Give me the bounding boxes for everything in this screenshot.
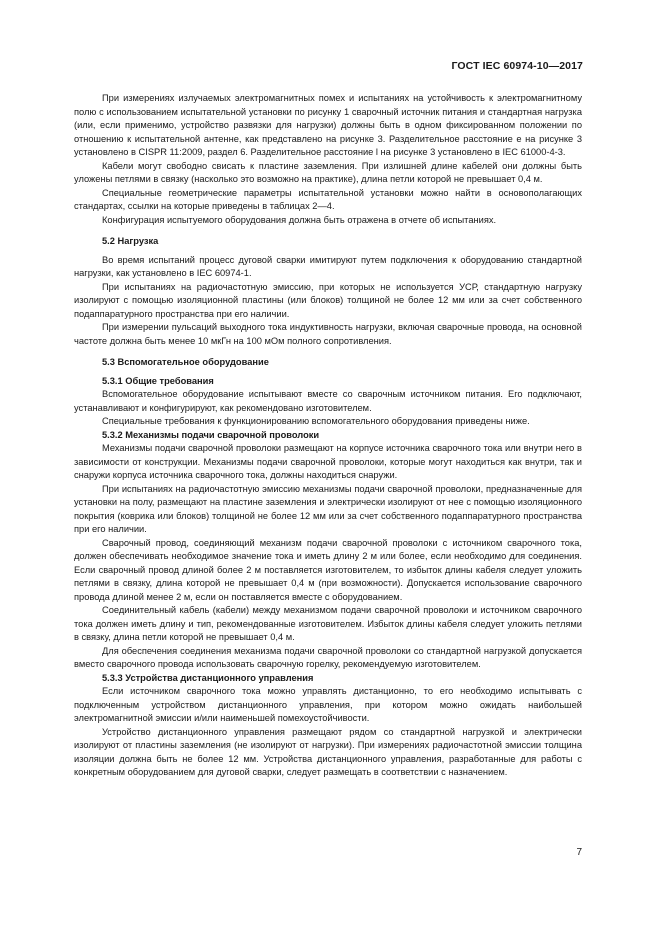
section-heading-5-3: 5.3 Вспомогательное оборудование xyxy=(102,357,269,367)
paragraph: Соединительный кабель (кабели) между механизмом подачи сварочной проволоки и источником сварочного тока должен иметь длину и тип, рекомендованные изготовителем. Избыток длины кабеля следует уложить петлями в связку, длина петли которой не превышает 0,4 м. xyxy=(74,605,582,642)
paragraph: Механизмы подачи сварочной проволоки размещают на корпусе источника сварочного тока или внутри него в зависимости от конструкции. Механизмы подачи сварочной проволоки, которые могут находиться как внутри, так и снаружи корпуса источника сварочного тока, должны находиться снаружи. xyxy=(74,443,582,480)
section-heading-5-3-3: 5.3.3 Устройства дистанционного управления xyxy=(102,672,314,683)
page-number: 7 xyxy=(576,847,582,858)
section-heading-5-3-2: 5.3.2 Механизмы подачи сварочной проволоки xyxy=(102,429,320,440)
paragraph: Устройство дистанционного управления размещают рядом со стандартной нагрузкой и электрически изолируют от пластины заземления (не изолируют от нагрузки). При измерениях радиочастотной эмиссии толщина изоляции должна быть не более 12 мм. Устройства дистанционного управления, разработанные для работы с конкретным оборудованием для дуговой сварки, следует размещать в соответствии с назначением. xyxy=(74,726,582,777)
paragraph: Сварочный провод, соединяющий механизм подачи сварочной проволоки с источником сварочного тока, должен обеспечивать необходимое значение тока и иметь длину 2 м или более, если необходимо для соединения. Если сварочный провод длиной более 2 м поставляется изготовителем, то избыток длины кабеля следует уложить петлями в связку, длина которой не превышает 0,4 м (при возможности). Допускается использование сварочного провода длиной менее 2 м, если он поставляется вместе с оборудованием. xyxy=(74,537,582,602)
paragraph: Во время испытаний процесс дуговой сварки имитируют путем подключения к оборудованию стандартной нагрузки, как установлено в IEC 60974-1. xyxy=(74,254,582,278)
document-body xyxy=(74,92,582,780)
paragraph: При испытаниях на радиочастотную эмиссию, при которых не используется УСР, стандартную нагрузку изолируют с помощью изоляционной пластины (или блоков) толщиной не более 12 мм или за счет собственного подаппаратурного пространства при его наличии. xyxy=(74,281,582,319)
paragraph: Если источником сварочного тока можно управлять дистанционно, то его необходимо испытывать с подключенным устройством дистанционного управления, при котором можно ожидать наибольшей электромагнитной эмиссии и/или наименьшей помехоустойчивости. xyxy=(74,686,582,723)
section-heading-5-2: 5.2 Нагрузка xyxy=(102,236,159,246)
paragraph: Для обеспечения соединения механизма подачи сварочной проволоки со стандартной нагрузкой допускается вместо сварочного провода использовать сварочную горелку, рекомендуемую изготовителем. xyxy=(74,645,582,669)
paragraph: При измерении пульсаций выходного тока индуктивность нагрузки, включая сварочные провода, на основной частоте должна быть менее 10 мкГн на 100 мОм полного сопротивления. xyxy=(74,322,582,346)
paragraph: Специальные требования к функционированию вспомогательного оборудования приведены ниже. xyxy=(102,416,530,426)
paragraph: При испытаниях на радиочастотную эмиссию механизмы подачи сварочной проволоки, предназначенные для установки на полу, размещают на пластине заземления и электрически изолируют от нее с помощью изоляционного покрытия (коврика или блоков) толщиной не более 12 мм или за счет собственного подаппаратурного пространства при его наличии. xyxy=(74,483,582,534)
paragraph: При измерениях излучаемых электромагнитных помех и испытаниях на устойчивость к электромагнитному полю с использованием испытательной установки по рисунку 1 сварочный источник питания и стандартная нагрузка (или, если применимо, устройство развязки для нагрузки) должны быть в одном фиксированном положении по отношению к испытательной антенне, как представлено на рисунке 3. Разделительное расстояние e на рисунке 3 установлено в CISPR 11:2009, раздел 6. Разделительное расстояние l на рисунке 3 установлено в IEC 61000-4-3. xyxy=(74,93,582,157)
paragraph: Вспомогательное оборудование испытывают вместе со сварочным источником питания. Его подключают, устанавливают и конфигурируют, как рекомендовано изготовителем. xyxy=(74,389,582,413)
paragraph: Конфигурация испытуемого оборудования должна быть отражена в отчете об испытаниях. xyxy=(102,214,497,225)
document-header: ГОСТ IEC 60974-10—2017 xyxy=(451,60,583,72)
paragraph: Кабели могут свободно свисать к пластине заземления. При излишней длине кабелей они должны быть уложены петлями в связку (насколько это возможно на практике), длина петли которой не превышает 0,4 м. xyxy=(74,160,582,184)
section-heading-5-3-1: 5.3.1 Общие требования xyxy=(102,375,214,386)
paragraph: Специальные геометрические параметры испытательной установки можно найти в основополагающих стандартах, ссылки на которые приведены в таблицах 2—4. xyxy=(74,187,582,211)
